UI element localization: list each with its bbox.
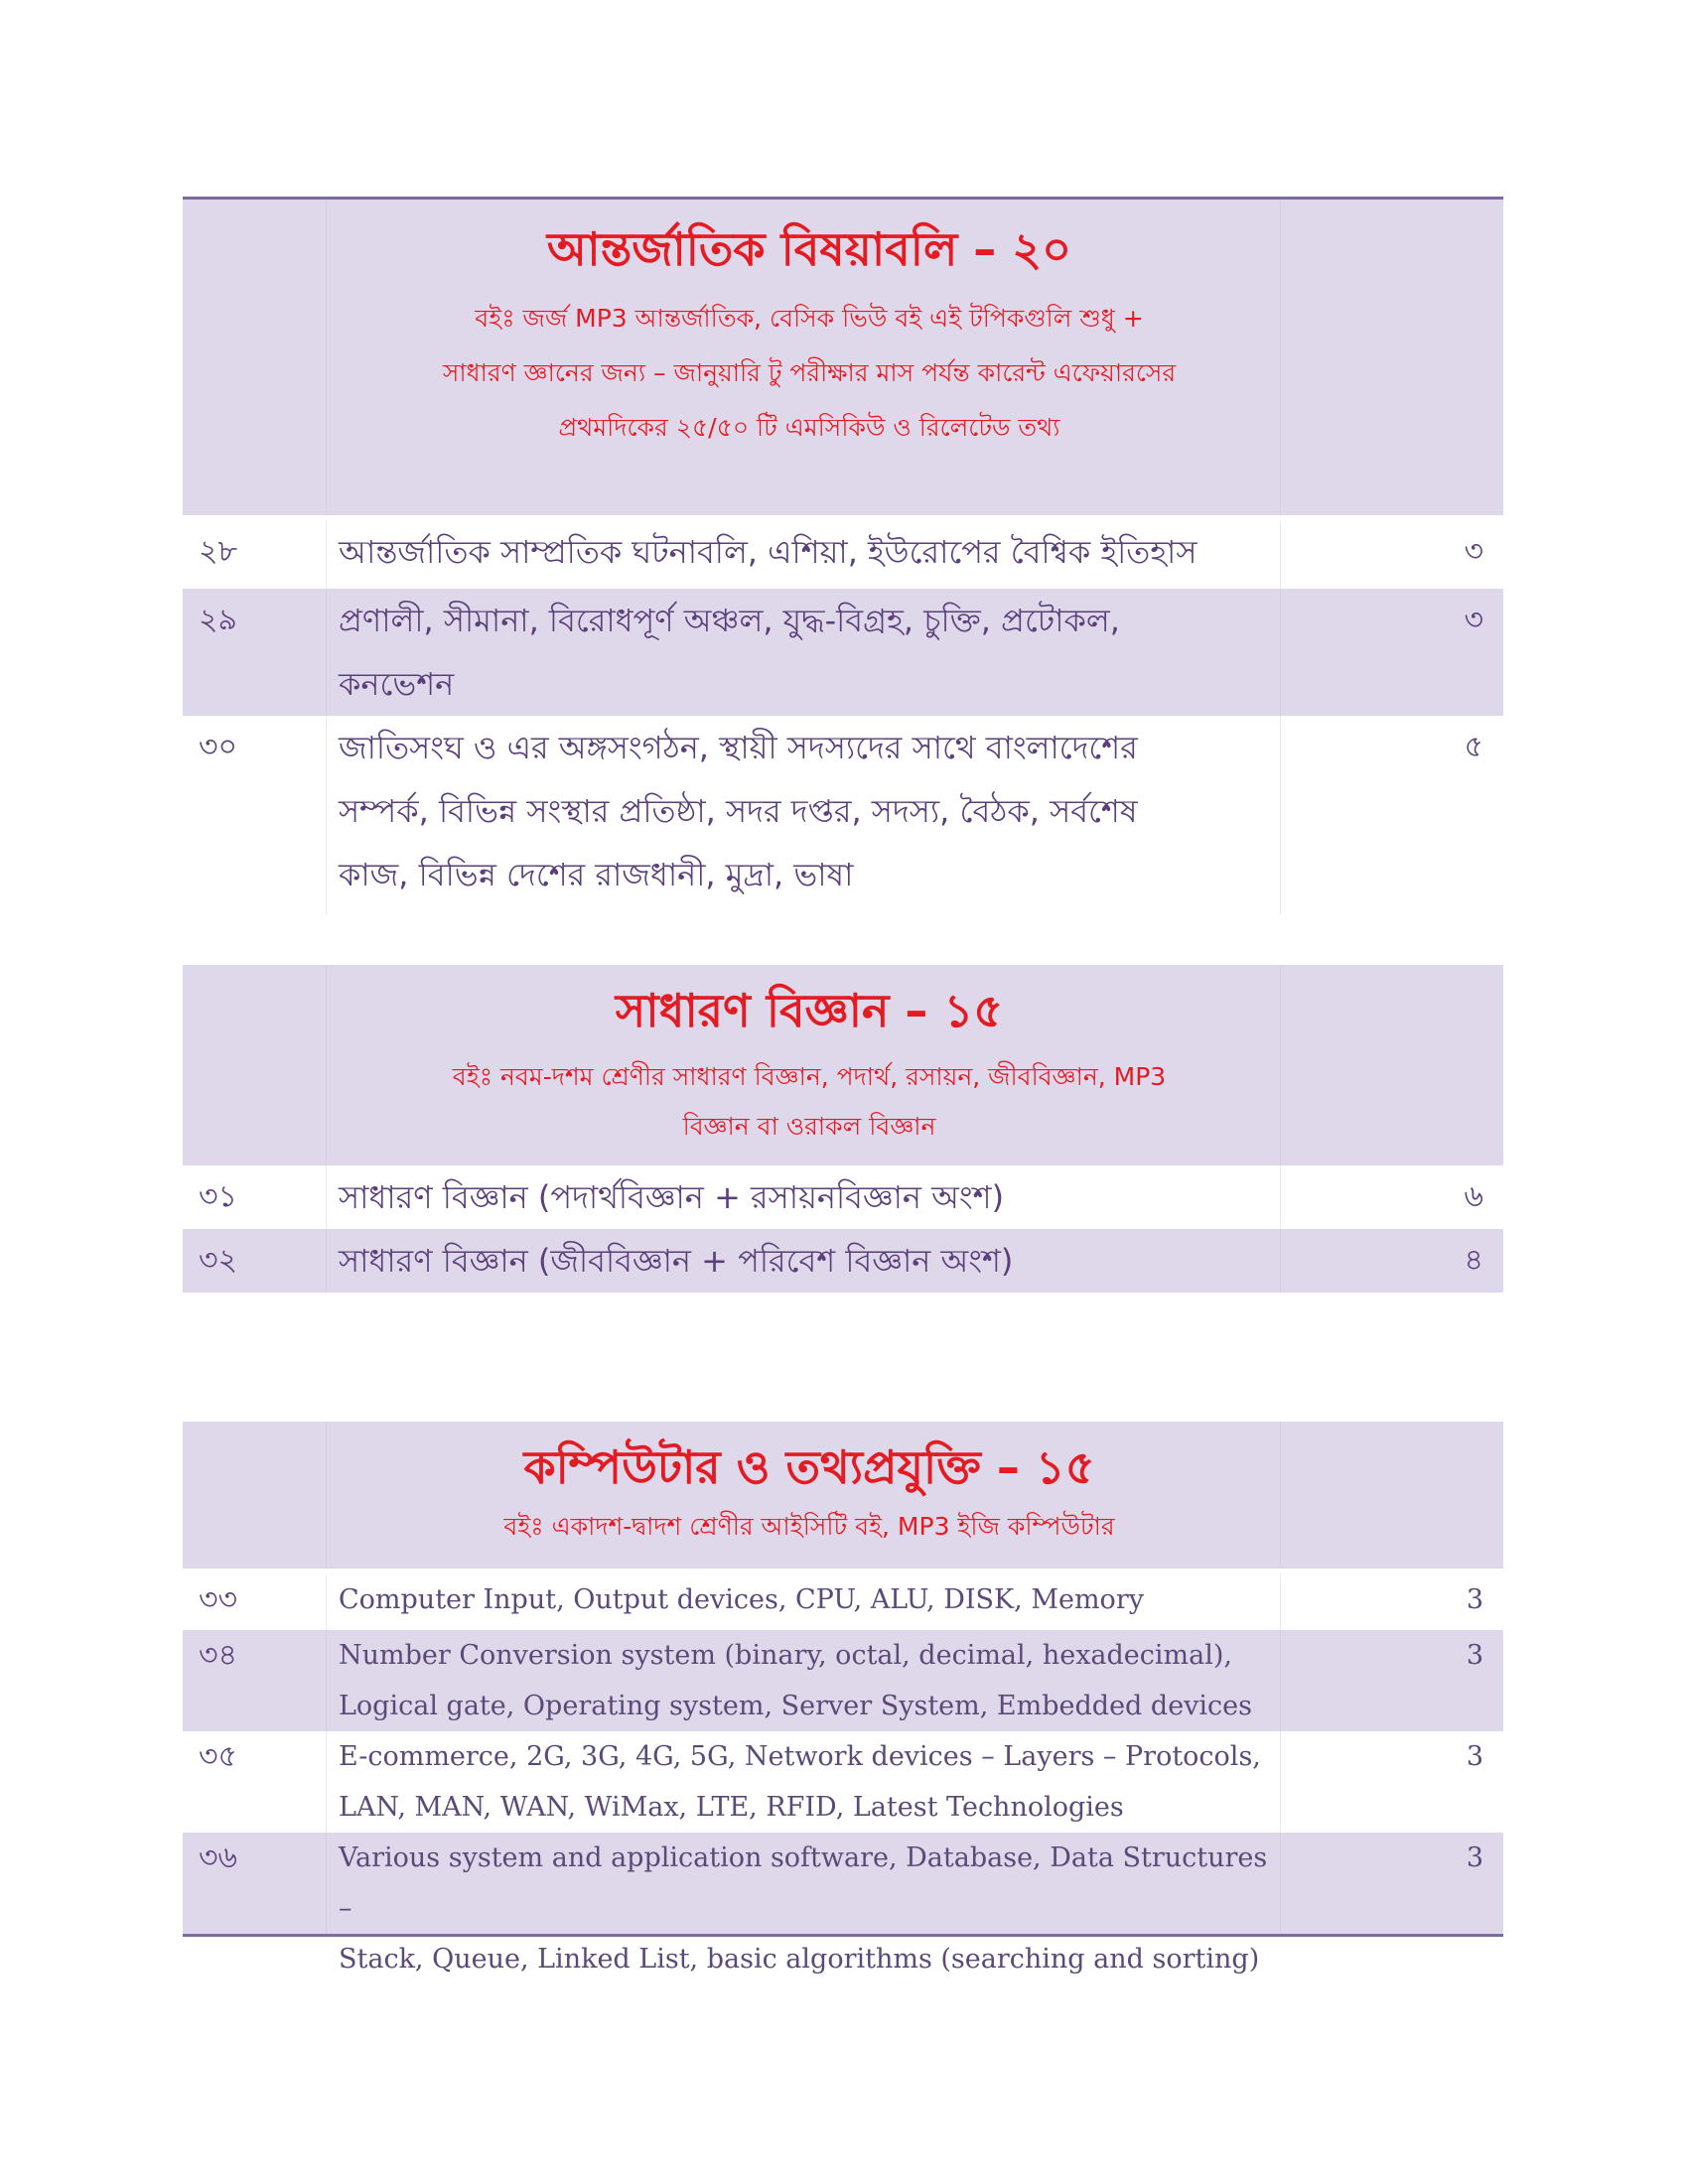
row-marks: ৪ — [1464, 1243, 1483, 1278]
row-marks: 3 — [1466, 1741, 1483, 1772]
table-row — [183, 589, 1503, 716]
table-row — [183, 515, 1503, 589]
row-topic-line: কনভেশন — [339, 665, 455, 703]
row-topic-line: Stack, Queue, Linked List, basic algorithms (searching and sorting) — [339, 1944, 1260, 1975]
table-row — [183, 716, 1503, 914]
section-title: আন্তর্জাতিক বিষয়াবলি – ২০ — [546, 222, 1072, 276]
section-title: সাধারণ বিজ্ঞান – ১৫ — [615, 984, 1004, 1037]
table-row — [183, 1630, 1503, 1731]
section-general-science — [183, 965, 1503, 1293]
row-topic: আন্তর্জাতিক সাম্প্রতিক ঘটনাবলি, এশিয়া, ইউরোপের বৈশ্বিক ইতিহাস — [339, 533, 1197, 571]
row-number: ৩৬ — [199, 1841, 238, 1875]
row-number: ৩৫ — [199, 1739, 237, 1774]
row-topic-line: LAN, MAN, WAN, WiMax, LTE, RFID, Latest Technologies — [339, 1792, 1124, 1823]
row-topic-line: সম্পর্ক, বিভিন্ন সংস্থার প্রতিষ্ঠা, সদর দপ্তর, সদস্য, বৈঠক, সর্বশেষ — [339, 792, 1138, 830]
row-topic-line: Logical gate, Operating system, Server System, Embedded devices — [339, 1691, 1253, 1721]
row-topic-line: Various system and application software, Database, Data Structures – — [339, 1843, 1268, 1924]
row-topic-line: প্রণালী, সীমানা, বিরোধপূর্ণ অঞ্চল, যুদ্ধ-বিগ্রহ, চুক্তি, প্রটোকল, — [339, 602, 1120, 639]
table-row — [183, 1569, 1503, 1630]
section-subtitle-line: বইঃ জর্জ MP3 আন্তর্জাতিক, বেসিক ভিউ বই এই টপিকগুলি শুধু + — [475, 304, 1144, 333]
row-topic-line: Number Conversion system (binary, octal, decimal, hexadecimal), — [339, 1640, 1232, 1671]
section-subtitle-line: বইঃ একাদশ-দ্বাদশ শ্রেণীর আইসিটি বই, MP3 ইজি কম্পিউটার — [503, 1512, 1115, 1541]
section-subtitle-line: প্রথমদিকের ২৫/৫০ টি এমসিকিউ ও রিলেটেড তথ্য — [558, 413, 1060, 442]
section-header — [183, 1422, 1503, 1569]
row-marks: 3 — [1466, 1584, 1483, 1615]
table-row — [183, 1165, 1503, 1229]
row-marks: ৬ — [1464, 1179, 1483, 1214]
row-number: ২৮ — [199, 534, 237, 569]
section-international-affairs — [183, 197, 1503, 914]
row-number: ৩৪ — [199, 1638, 237, 1673]
row-topic: Computer Input, Output devices, CPU, ALU, DISK, Memory — [339, 1584, 1144, 1615]
row-marks: ৩ — [1464, 603, 1483, 637]
row-topic: সাধারণ বিজ্ঞান (পদার্থবিজ্ঞান + রসায়নবিজ্ঞান অংশ) — [339, 1178, 1005, 1216]
row-number: ৩১ — [199, 1179, 237, 1214]
row-marks: 3 — [1466, 1640, 1483, 1671]
row-number: ২৯ — [199, 603, 237, 637]
section-header — [183, 965, 1503, 1165]
table-row — [183, 1833, 1503, 1975]
row-number: ৩০ — [199, 730, 238, 764]
section-subtitle-line: বইঃ নবম-দশম শ্রেণীর সাধারণ বিজ্ঞান, পদার্থ, রসায়ন, জীববিজ্ঞান, MP3 — [452, 1062, 1167, 1091]
section-computer-ict — [183, 1422, 1503, 1975]
row-topic-line: E-commerce, 2G, 3G, 4G, 5G, Network devices – Layers – Protocols, — [339, 1741, 1261, 1772]
section-header — [183, 200, 1503, 515]
section-title: কম্পিউটার ও তথ্যপ্রযুক্তি – ১৫ — [523, 1440, 1095, 1494]
table-row — [183, 1731, 1503, 1833]
row-marks: 3 — [1466, 1843, 1483, 1873]
row-topic: সাধারণ বিজ্ঞান (জীববিজ্ঞান + পরিবেশ বিজ্ঞান অংশ) — [339, 1242, 1014, 1280]
row-topic-line: জাতিসংঘ ও এর অঙ্গসংগঠন, স্থায়ী সদস্যদের সাথে বাংলাদেশের — [339, 729, 1138, 766]
row-topic-line: কাজ, বিভিন্ন দেশের রাজধানী, মুদ্রা, ভাষা — [339, 856, 854, 893]
table-row — [183, 1229, 1503, 1293]
row-marks: ৫ — [1464, 730, 1483, 764]
row-marks: ৩ — [1464, 534, 1483, 569]
section-subtitle-line: সাধারণ জ্ঞানের জন্য – জানুয়ারি টু পরীক্ষার মাস পর্যন্ত কারেন্ট এফেয়ারসের — [442, 358, 1177, 387]
row-number: ৩৩ — [199, 1582, 238, 1617]
row-number: ৩২ — [199, 1243, 238, 1278]
section-subtitle-line: বিজ্ঞান বা ওরাকল বিজ্ঞান — [682, 1112, 936, 1141]
